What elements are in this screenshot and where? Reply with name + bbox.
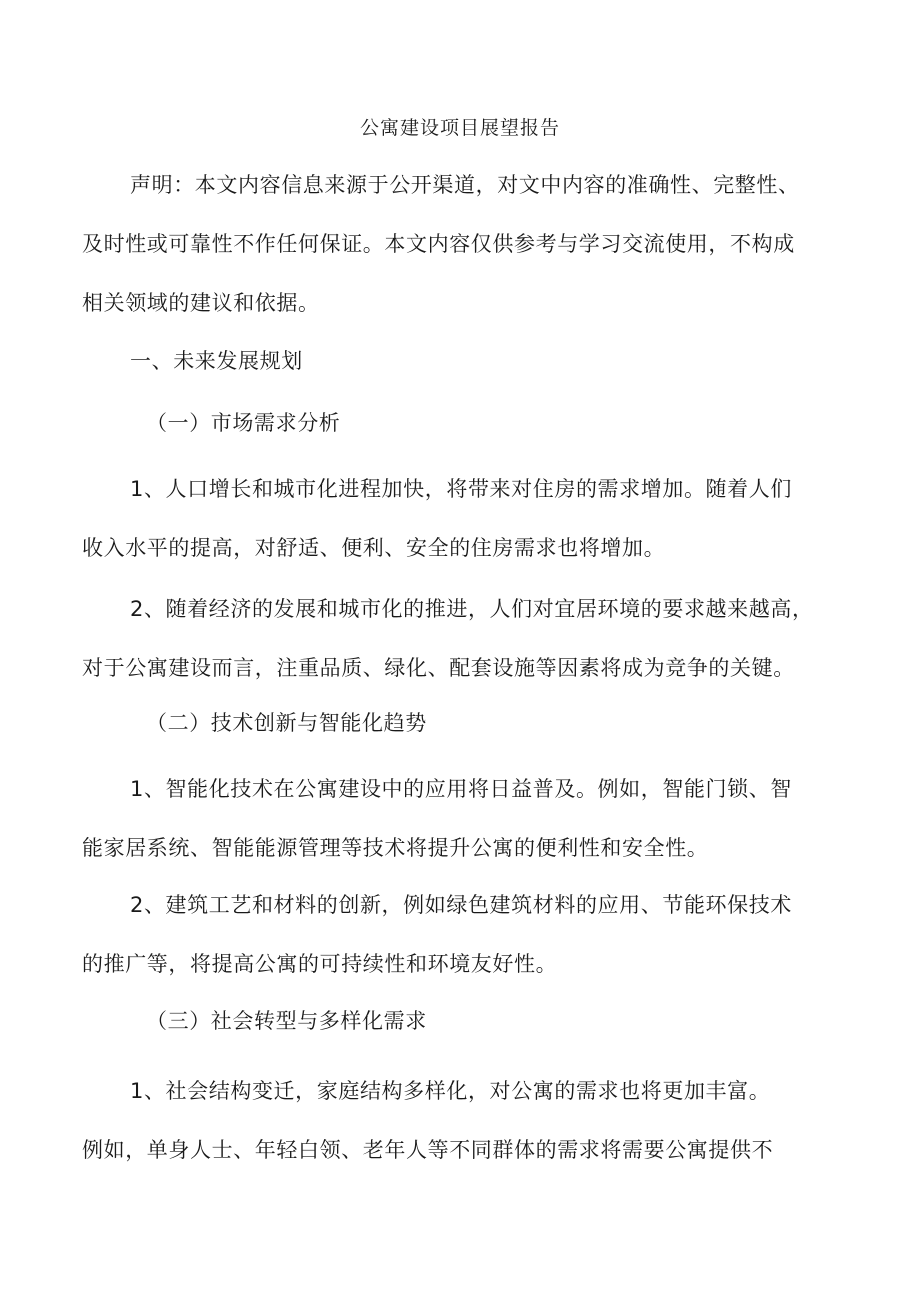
paragraph-line: 2、随着经济的发展和城市化的推进，人们对宜居环境的要求越来越高， <box>130 597 814 621</box>
paragraph-line: 1、社会结构变迁，家庭结构多样化，对公寓的需求也将更加丰富。 <box>130 1079 771 1103</box>
document-title: 公寓建设项目展望报告 <box>359 117 560 139</box>
subsection-heading-2: （二）技术创新与智能化趋势 <box>146 711 427 735</box>
paragraph-1-1 <box>82 460 842 578</box>
paragraph-2-2 <box>82 876 842 994</box>
disclaimer-line-2: 及时性或可靠性不作任何保证。本文内容仅供参考与学习交流使用，不构成 <box>82 232 795 256</box>
paragraph-line: 2、建筑工艺和材料的创新，例如绿色建筑材料的应用、节能环保技术 <box>130 893 792 917</box>
disclaimer-line-3: 相关领域的建议和依据。 <box>82 291 320 315</box>
paragraph-1-2 <box>82 580 842 698</box>
paragraph-line: 1、人口增长和城市化进程加快，将带来对住房的需求增加。随着人们 <box>130 477 792 501</box>
paragraph-line: 例如，单身人士、年轻白领、老年人等不同群体的需求将需要公寓提供不 <box>82 1138 774 1162</box>
paragraph-line: 能家居系统、智能能源管理等技术将提升公寓的便利性和安全性。 <box>82 836 709 860</box>
paragraph-line: 1、智能化技术在公寓建设中的应用将日益普及。例如，智能门锁、智 <box>130 777 792 801</box>
subsection-heading-3: （三）社会转型与多样化需求 <box>146 1009 427 1033</box>
subsection-heading-1: （一）市场需求分析 <box>146 411 341 435</box>
paragraph-2-1 <box>82 760 842 878</box>
paragraph-line: 的推广等，将提高公寓的可持续性和环境友好性。 <box>82 952 558 976</box>
paragraph-3-1 <box>82 1062 842 1180</box>
section-heading-1: 一、未来发展规划 <box>130 349 303 373</box>
paragraph-line: 对于公寓建设而言，注重品质、绿化、配套设施等因素将成为竞争的关键。 <box>82 656 795 680</box>
paragraph-line: 收入水平的提高，对舒适、便利、安全的住房需求也将增加。 <box>82 536 666 560</box>
disclaimer-line-1: 声明：本文内容信息来源于公开渠道，对文中内容的准确性、完整性、 <box>130 173 800 197</box>
disclaimer-paragraph <box>82 156 842 333</box>
